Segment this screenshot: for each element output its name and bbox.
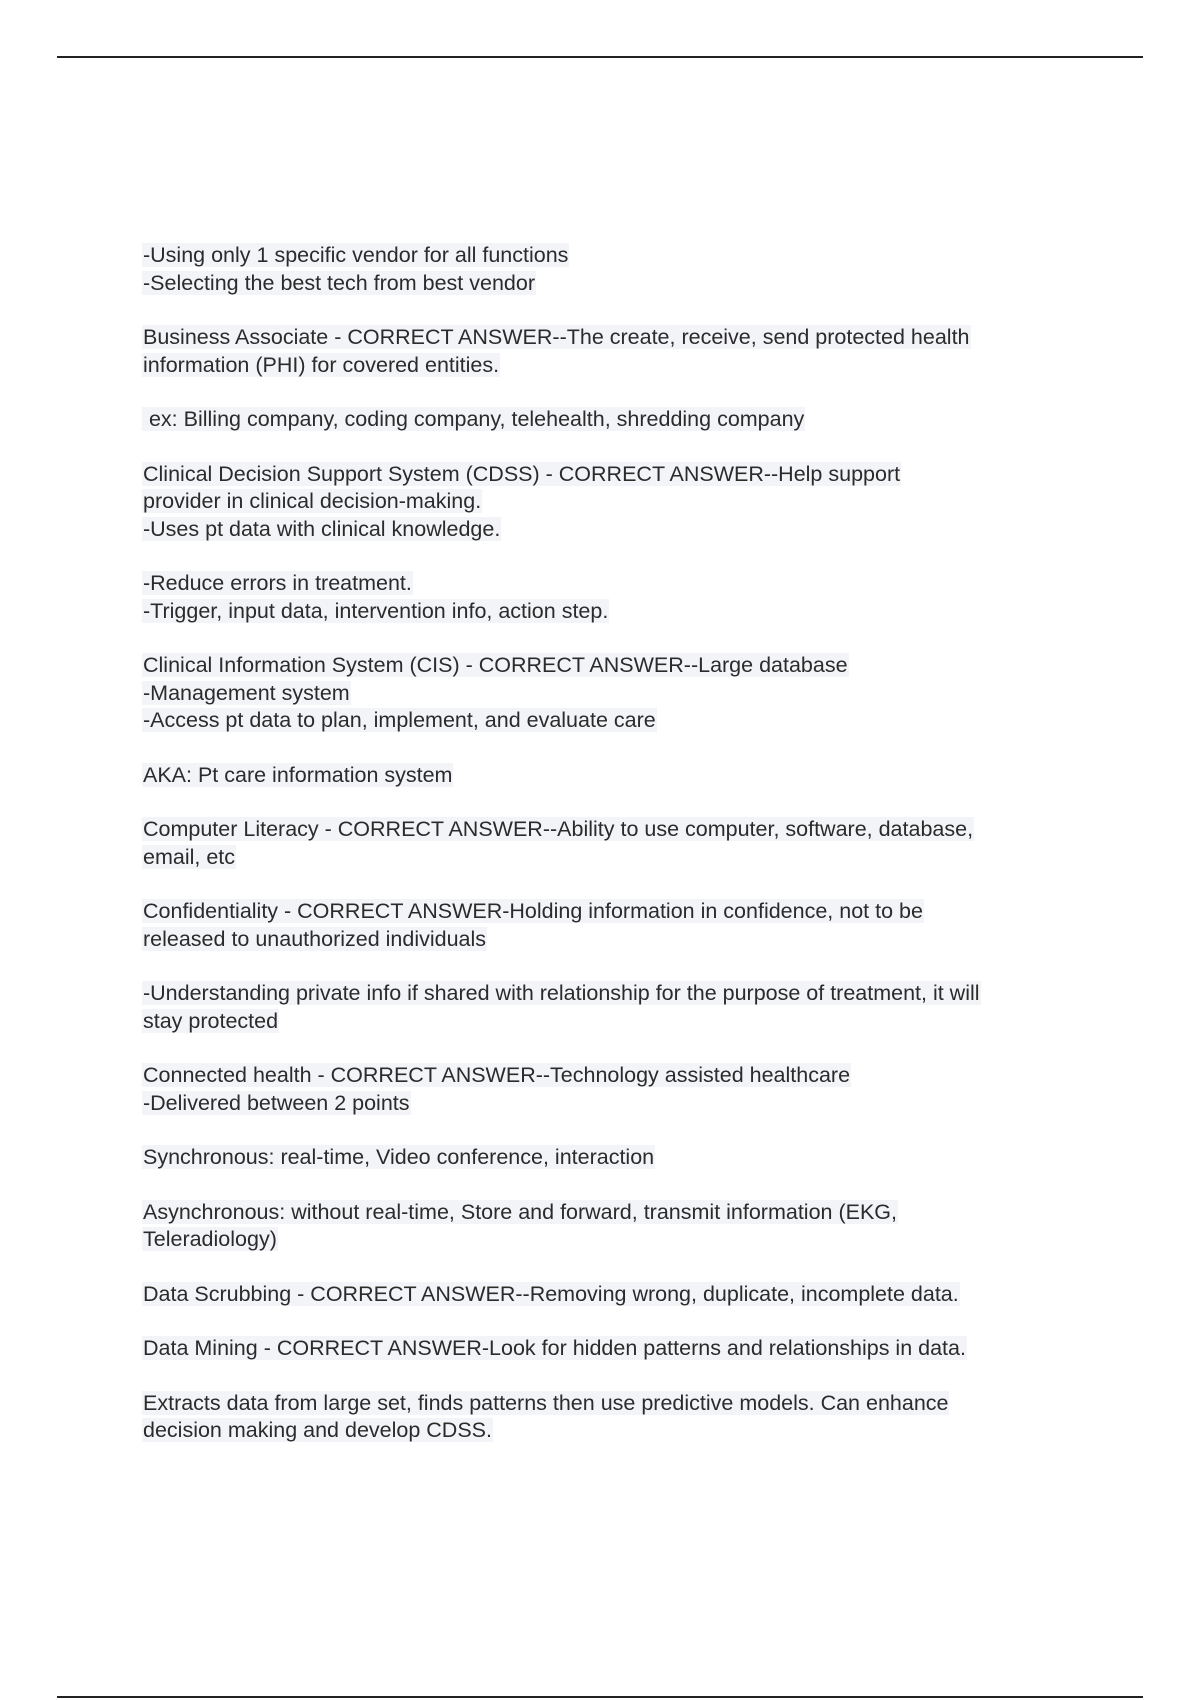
text-line-content: -Uses pt data with clinical knowledge. bbox=[143, 516, 501, 541]
text-line bbox=[142, 1335, 1082, 1363]
text-line-content: AKA: Pt care information system bbox=[143, 762, 453, 787]
text-line bbox=[142, 844, 1082, 872]
text-line bbox=[142, 1008, 1082, 1036]
text-paragraph bbox=[142, 1144, 1082, 1172]
footer-rule bbox=[57, 1696, 1143, 1698]
text-line bbox=[142, 352, 1082, 380]
header-rule bbox=[57, 56, 1143, 58]
text-line-content: Asynchronous: without real-time, Store and forward, transmit information (EKG, bbox=[143, 1199, 898, 1224]
text-line bbox=[142, 1090, 1082, 1118]
text-line bbox=[142, 461, 1082, 489]
text-paragraph bbox=[142, 652, 1082, 735]
document-body bbox=[142, 242, 1082, 1472]
text-line-content: decision making and develop CDSS. bbox=[143, 1418, 492, 1442]
text-line-content: Extracts data from large set, finds patterns then use predictive models. Can enhance bbox=[143, 1390, 949, 1415]
text-line bbox=[142, 270, 1082, 298]
text-line bbox=[142, 980, 1082, 1008]
text-line-content: Business Associate - CORRECT ANSWER--The create, receive, send protected health bbox=[143, 325, 970, 349]
text-paragraph bbox=[142, 1335, 1082, 1363]
text-line bbox=[142, 926, 1082, 954]
text-line-content: Clinical Decision Support System (CDSS) - CORRECT ANSWER--Help support bbox=[143, 461, 901, 486]
text-line bbox=[142, 242, 1082, 270]
text-paragraph bbox=[142, 406, 1082, 434]
text-line bbox=[142, 516, 1082, 544]
text-paragraph bbox=[142, 1281, 1082, 1309]
text-line-content: stay protected bbox=[143, 1008, 279, 1033]
text-line-content: -Understanding private info if shared with relationship for the purpose of treatment, it will bbox=[143, 981, 980, 1005]
text-line bbox=[142, 1144, 1082, 1172]
text-line-content: Synchronous: real-time, Video conference, interaction bbox=[143, 1145, 655, 1169]
text-line bbox=[142, 406, 1082, 434]
text-line-content: -Management system bbox=[143, 680, 350, 705]
text-line bbox=[142, 707, 1082, 735]
text-line-content: -Using only 1 specific vendor for all functions bbox=[143, 243, 569, 267]
text-line-content: Computer Literacy - CORRECT ANSWER--Ability to use computer, software, database, bbox=[143, 817, 974, 841]
text-line-content: Data Scrubbing - CORRECT ANSWER--Removing wrong, duplicate, incomplete data. bbox=[143, 1281, 959, 1306]
text-line-content: Clinical Information System (CIS) - CORRECT ANSWER--Large database bbox=[143, 653, 848, 677]
text-paragraph bbox=[142, 762, 1082, 790]
text-line bbox=[142, 762, 1082, 790]
text-line-content: -Trigger, input data, intervention info, action step. bbox=[143, 598, 609, 623]
text-line bbox=[142, 652, 1082, 680]
text-line bbox=[142, 816, 1082, 844]
text-paragraph bbox=[142, 242, 1082, 297]
text-paragraph bbox=[142, 1390, 1082, 1445]
text-paragraph bbox=[142, 980, 1082, 1035]
text-line-content: released to unauthorized individuals bbox=[143, 926, 487, 951]
text-paragraph bbox=[142, 570, 1082, 625]
text-paragraph bbox=[142, 461, 1082, 544]
text-line-content: provider in clinical decision-making. bbox=[143, 489, 482, 513]
text-line-content: email, etc bbox=[143, 844, 236, 869]
text-line bbox=[142, 1417, 1082, 1445]
text-line bbox=[142, 680, 1082, 708]
text-line-content: Data Mining - CORRECT ANSWER-Look for hidden patterns and relationships in data. bbox=[143, 1336, 966, 1360]
text-line bbox=[142, 898, 1082, 926]
text-paragraph bbox=[142, 324, 1082, 379]
text-paragraph bbox=[142, 1062, 1082, 1117]
text-line-content: -Access pt data to plan, implement, and evaluate care bbox=[143, 708, 656, 732]
text-line-content: Confidentiality - CORRECT ANSWER-Holding information in confidence, not to be bbox=[143, 899, 923, 923]
text-line bbox=[142, 1199, 1082, 1227]
text-paragraph bbox=[142, 1199, 1082, 1254]
text-line-content: -Selecting the best tech from best vendor bbox=[143, 270, 535, 295]
text-line-content: -Delivered between 2 points bbox=[143, 1090, 410, 1115]
text-line-content: ex: Billing company, coding company, telehealth, shredding company bbox=[143, 407, 805, 431]
text-paragraph bbox=[142, 898, 1082, 953]
text-line-content: Connected health - CORRECT ANSWER--Technology assisted healthcare bbox=[143, 1063, 851, 1087]
text-line bbox=[142, 1226, 1082, 1254]
text-paragraph bbox=[142, 816, 1082, 871]
text-line bbox=[142, 1281, 1082, 1309]
text-line-content: -Reduce errors in treatment. bbox=[143, 571, 412, 595]
text-line bbox=[142, 488, 1082, 516]
text-line bbox=[142, 598, 1082, 626]
text-line bbox=[142, 324, 1082, 352]
text-line bbox=[142, 1062, 1082, 1090]
text-line-content: information (PHI) for covered entities. bbox=[143, 352, 500, 377]
text-line bbox=[142, 1390, 1082, 1418]
text-line bbox=[142, 570, 1082, 598]
text-line-content: Teleradiology) bbox=[143, 1227, 277, 1251]
